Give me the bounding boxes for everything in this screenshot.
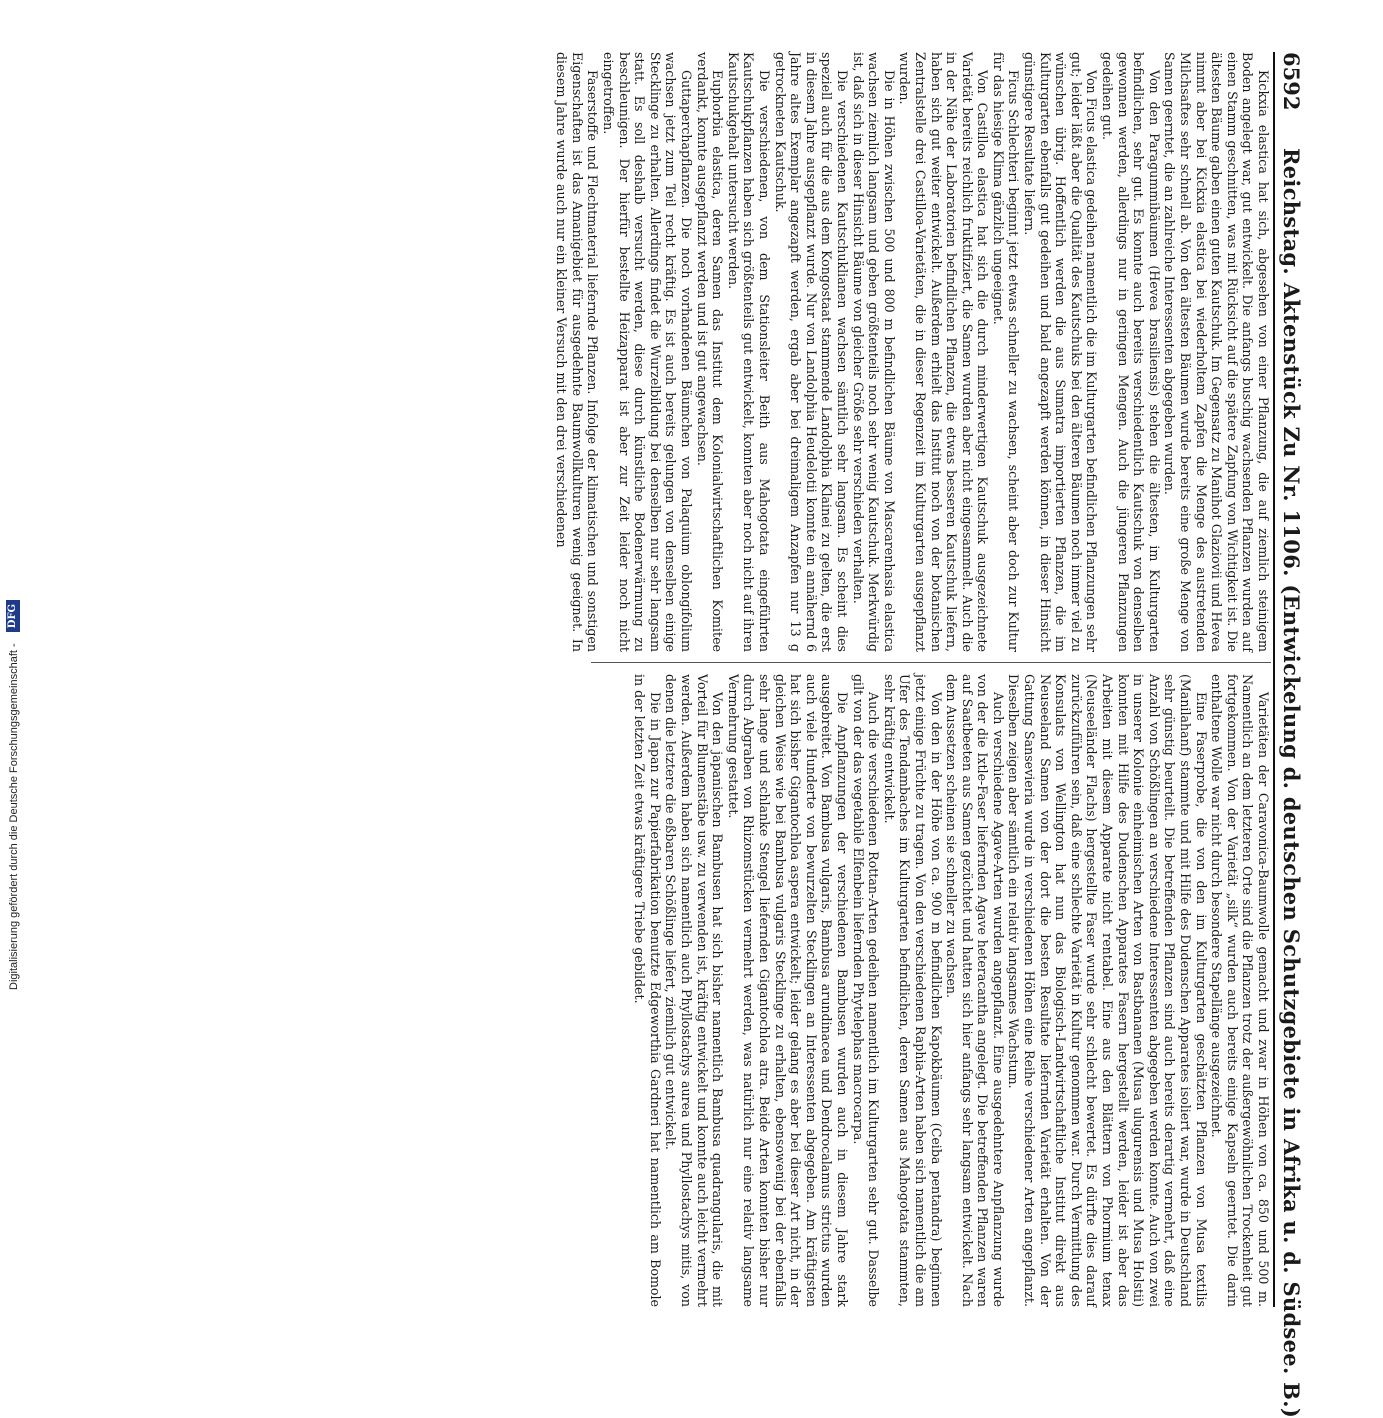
paragraph: Die Anpflanzungen der verschiedenen Bambusen wurden auch in diesem Jahre stark ausgebreitet. Von Bambusa vulgaris, Bambusa arundinacea und Dendrocalamus strictus wurden auch viele Hunderte von bewurzelten Stecklingen an Interessenten abgegeben. Am kräftigsten hat sich bisher Gigantochloa aspera entwickelt; leider gelang es aber bei dieser Art nicht, in der gleichen Weise wie bei Bambusa vulgaris Stecklinge zu erhalten, ebensowenig bei der ebenfalls sehr lange und schlanke Stengel liefernden Gigantochloa atra. Beide Arten konnten bisher nur durch Abgraben von Rhizomstücken vermehrt werden, was natürlich nur eine relativ langsame Vermehrung gestattet. [725,674,850,1307]
paragraph: Die verschiedenen, von dem Stationsleiter Beith aus Mahogotata eingeführten Kautschukpflanzen haben sich größtenteils gut entwickelt, konnten aber noch nicht auf ihren Kautschukgehalt untersucht werden. [725,52,772,652]
paragraph: Varietäten der Caravonica-Baumwolle gemacht und zwar in Höhen von ca. 850 und 500 m. Namentlich an dem letzteren Orte sind die Pflanzen trotz der außergewöhnlichen Trockenheit gut fortgekommen. Von der Varietät „silk“ wurden auch bereits einige Kapseln geerntet. Die darin enthaltene Wolle war nicht durch besondere Stapellänge ausgezeichnet. [1209,674,1271,1307]
paragraph: Ficus Schlechteri beginnt jetzt etwas schneller zu wachsen, scheint aber doch zur Kultur für das hiesige Klima gänzlich ungeeignet. [990,52,1022,652]
paragraph: Auch die verschiedenen Rottan-Arten gedeihen namentlich im Kulturgarten sehr gut. Dasselbe gilt von der das vegetabile Elfenbein liefernden Phytelephas macrocarpa. [850,674,882,1307]
page-title: Reichstag. Aktenstück Zu Nr. 1106. (Entwickelung d. deutschen Schutzgebiete in Afrika u. d. Südsee. B.) [1279,148,1304,1418]
paragraph: Von Ficus elastica gedeihen namentlich die im Kulturgarten befindlichen Pflanzungen sehr gut; leider läßt aber die Qualität des Kautschuks bei den älteren Bäumen noch immer viel zu wünschen übrig. Hoffentlich werden die aus Sumatra importierten Pflanzen, die im Kulturgarten ebenfalls gut gedeihen und bald angezapft werden können, in dieser Hinsicht günstigere Resultate liefern. [1022,52,1100,652]
text-column-left [554,52,1271,652]
page-header [1273,52,1305,1418]
paragraph: Von Castilloa elastica hat sich die durch minderwertigen Kautschuk ausgezeichnete Varietät bereits reichlich fruktifiziert, die Samen wurden aber nicht eingesammelt. Auch die in der Nähe der Laboratorien befindlichen Pflanzen, die etwas besseren Kautschuk liefern, haben sich gut weiter entwickelt. Außerdem erhielt das Institut noch von der botanischen Zentralstelle drei Castilloa-Varietäten, die in dieser Regenzeit im Kulturgarten ausgepflanzt wurden. [897,52,991,652]
paragraph: Von den Paragummibäumen (Hevea brasiliensis) stehen die ältesten, im Kulturgarten befindlichen, sehr gut. Es konnte auch bereits verschiedentlich Kautschuk von denselben gewonnen werden, allerdings nur in geringen Mengen. Auch die jüngeren Pflanzungen gedeihen gut. [1100,52,1162,652]
column-divider [591,662,1271,663]
paragraph: Auch verschiedene Agave-Arten wurden angepflanzt. Eine ausgedehntere Anpflanzung wurde von der die Ixtle-Faser liefernden Agave heteracantha angelegt. Die betreffenden Pflanzen waren auf Saatbeeten aus Samen gezüchtet und hatten sich hier anfangs sehr langsam entwickelt. Nach dem Aussetzen scheinen sie schneller zu wachsen. [944,674,1006,1307]
page-number: 6592 [1279,52,1304,111]
paragraph: Guttaperchapflanzen. Die noch vorhandenen Bäumchen von Palaquium oblongifolium wachsen jetzt zum Teil recht kräftig. Es ist auch bereits gelungen von denselben einige Stecklinge zu erhalten. Allerdings findet die Wurzelbildung bei denselben nur sehr langsam statt. Es soll deshalb versucht werden, diese durch künstliche Bodenerwärmung zu beschleunigen. Der hierfür bestellte Heizapparat ist aber zur Zeit leider noch nicht eingetroffen. [601,52,695,652]
paragraph: Euphorbia elastica, deren Samen das Institut dem Kolonialwirtschaftlichen Komitee verdankt, konnte ausgepflanzt werden und ist gut angewachsen. [694,52,726,652]
paragraph: Faserstoffe und Flechtmaterial liefernde Pflanzen. Infolge der klimatischen und sonstigen Eigenschaften ist das Amanigebiet für ausgedehnte Baumwollkulturen wenig geeignet. In diesem Jahre wurde auch nur ein kleiner Versuch mit den drei verschiedenen [554,52,601,652]
paragraph: Die verschiedenen Kautschuklianen wachsen sämtlich sehr langsam. Es scheint dies speziell auch für die aus dem Kongostaat stammende Landolphia Klainei zu gelten, die erst in diesem Jahre ausgepflanzt wurde. Nur von Landolphia Heudelotii konnte ein annähernd 6 Jahre altes Exemplar angezapft werden, ergab aber bei dreimaligem Anzapfen nur 13 g getrockneten Kautschuk. [772,52,850,652]
paragraph: Von den in der Höhe von ca. 900 m befindlichen Kapokbäumen (Ceiba pentandra) beginnen jetzt einige Früchte zu tragen. Von den verschiedenen Raphia-Arten haben sich namentlich die am Ufer des Tendambaches im Kulturgarten befindlichen, deren Samen aus Mahogotata stammten, sehr kräftig entwickelt. [881,674,944,1307]
paragraph: Die in Höhen zwischen 500 und 800 m befindlichen Bäume von Mascarenhasia elastica wachsen ziemlich langsam und geben größtenteils noch sehr wenig Kautschuk. Merkwürdig ist, daß sich in dieser Hinsicht Bäume von gleicher Größe sehr verschieden verhalten. [850,52,897,652]
paragraph: Von den japanischen Bambusen hat sich bisher namentlich Bambusa quadrangularis, die mit Vorteil für Blumenstäbe usw. zu verwenden ist, kräftig entwickelt und konnte auch leicht vermehrt werden. Außerdem haben sich namentlich auch Phyllostachys aurea und Phyllostachys mitis, von denen die letztere die eßbaren Schößlinge liefert, ziemlich gut entwickelt. [663,674,726,1307]
paragraph: Eine Faserprobe, die von den im Kulturgarten geschätzten Pflanzen von Musa textilis (Manilahanf) stammte und mit Hilfe des Dudenschen Apparates isoliert war, wurde in Deutschland sehr günstig beurteilt. Die betreffenden Pflanzen sind auch bereits derartig vermehrt, daß eine Anzahl von Schößlingen an verschiedene Interessenten abgegeben werden konnte. Auch von zwei in unserer Kolonie einheimischen Arten von Bastbananen (Musa ulugurensis und Musa Holstii) konnten mit Hilfe des Dudenschen Apparates Fasern hergestellt werden, leider ist aber das Arbeiten mit diesem Apparate nicht rentabel. Eine aus den Blättern von Phormium tenax (Neuseeländer Flachs) hergestellte Faser wurde sehr schlecht bewertet. Es dürfte dies darauf zurückzuführen sein, daß eine schlechte Varietät in Kultur genommen war. Durch Vermittlung des Konsulats von Wellington hat nun das Biologisch-Landwirtschaftliche Institut direkt aus Neuseeland Samen von der dort die besten Resultate liefernden Varietät erhalten. Von der Gattung Sansevieria wurde in verschiedenen Höhen eine Reihe verschiedener Arten angepflanzt. Dieselben zeigen aber sämtlich ein relativ langsames Wachstum. [1006,674,1209,1307]
dfg-logo-icon: DFG [6,600,20,632]
digitization-note-rotated [2,0,20,990]
digitization-note: Digitalisierung gefördert durch die Deutsche Forschungsgemeinschaft - [8,643,20,990]
digitization-footer [2,680,1002,698]
text-column-right [591,674,1271,1307]
paragraph: Kickxia elastica hat sich, abgesehen von einer Pflanzung, die auf ziemlich steinigem Boden angelegt war, gut entwickelt. Die anfangs buschig wachsenden Pflanzen wurden auf einen Stamm geschnitten, was mit Rücksicht auf die spätere Zapfung von Wichtigkeit ist. Die ältesten Bäume gaben einen guten Kautschuk. Im Gegensatz zu Manihot Glaziovii und Hevea nimmt aber bei Kickxia elastica bei wiederholtem Zapfen die Menge des austretenden Milchsaftes sehr schnell ab. Von den ältesten Bäumen wurde bereits eine große Menge von Samen geerntet, die an zahlreiche Interessenten abgegeben wurden. [1162,52,1271,652]
paragraph: Die in Japan zur Papierfabrikation benutzte Edgeworthia Gardneri hat namentlich am Bomole in der letzten Zeit etwas kräftigere Triebe gebildet. [632,674,663,1307]
